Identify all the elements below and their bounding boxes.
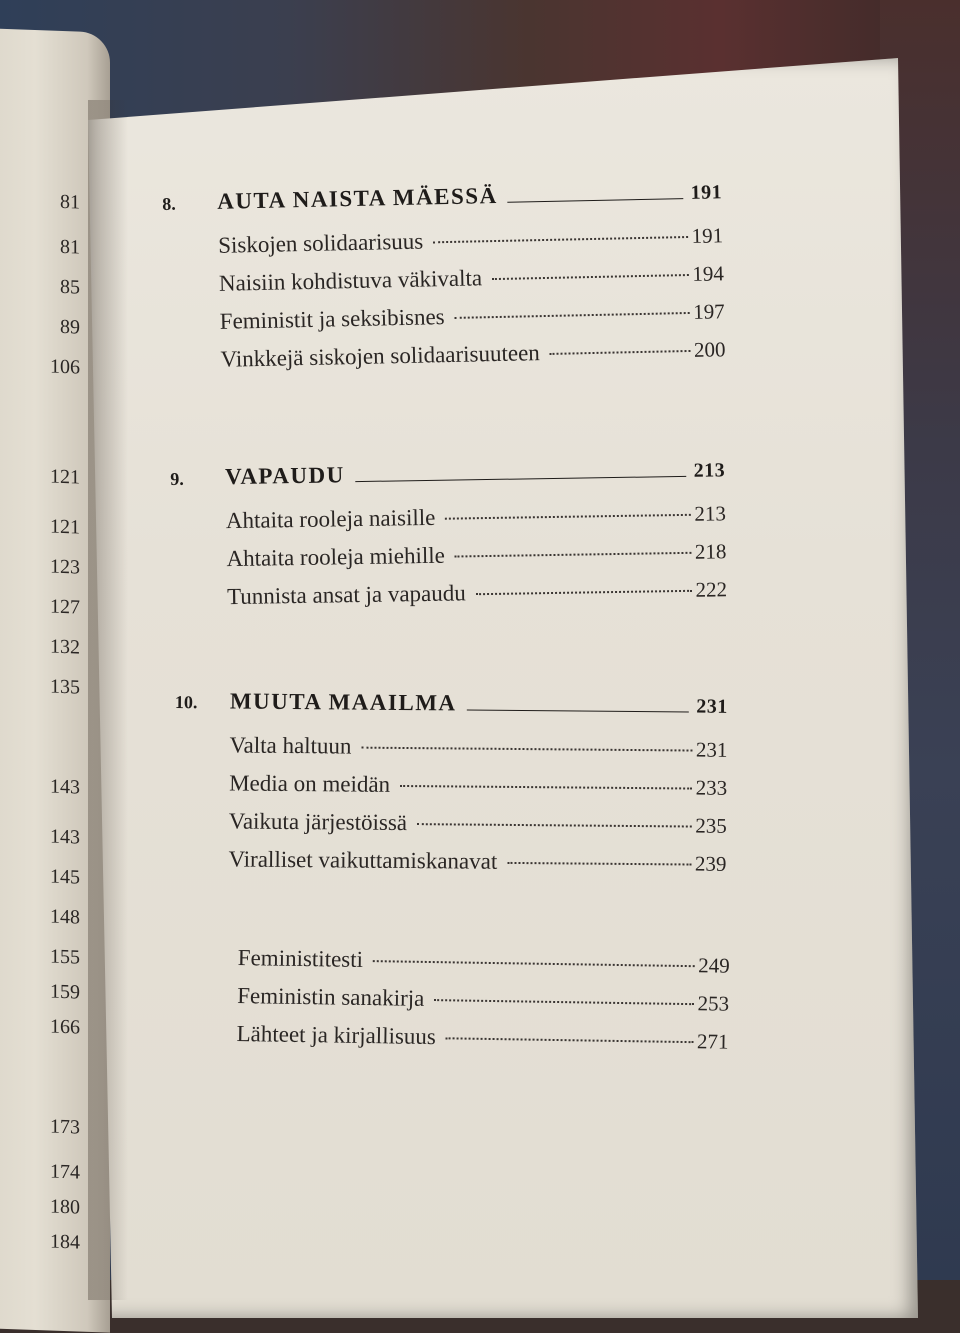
chapter-10 bbox=[173, 688, 728, 889]
chapter-entries bbox=[218, 222, 726, 385]
left-page-number: 145 bbox=[50, 865, 80, 889]
left-page-number: 132 bbox=[50, 635, 80, 659]
chapter-number: 9. bbox=[170, 468, 184, 489]
dot-leader bbox=[455, 551, 691, 558]
left-page-number: 89 bbox=[60, 315, 80, 339]
entry-page-number: 218 bbox=[694, 539, 727, 564]
toc-entry bbox=[228, 846, 726, 888]
toc-entry bbox=[227, 576, 728, 622]
chapter-title: VAPAUDU bbox=[224, 462, 345, 490]
left-page-number: 123 bbox=[50, 555, 80, 579]
left-page-number: 155 bbox=[50, 945, 80, 969]
chapter-8 bbox=[162, 178, 726, 386]
chapter-page-number: 213 bbox=[693, 459, 726, 482]
entry-title: Ahtaita rooleja naisille bbox=[225, 504, 436, 534]
dot-leader bbox=[446, 1036, 693, 1043]
entry-page-number: 200 bbox=[693, 337, 726, 362]
left-page-number: 166 bbox=[50, 1015, 80, 1039]
entry-page-number: 197 bbox=[692, 299, 725, 324]
left-page-number: 184 bbox=[50, 1230, 80, 1254]
dot-leader bbox=[492, 273, 688, 280]
entry-title: Siskojen solidaarisuus bbox=[217, 228, 424, 258]
dot-leader bbox=[455, 311, 690, 319]
entry-title: Feministitesti bbox=[237, 945, 364, 972]
chapter-heading bbox=[162, 178, 723, 224]
chapter-rule bbox=[355, 475, 686, 482]
entry-page-number: 194 bbox=[692, 261, 725, 286]
left-page-number: 143 bbox=[50, 825, 80, 849]
entry-page-number: 233 bbox=[695, 775, 728, 800]
entry-title: Media on meidän bbox=[229, 770, 391, 797]
entry-page-number: 239 bbox=[694, 851, 727, 876]
dot-leader bbox=[434, 998, 693, 1005]
entry-title: Feministit ja seksibisnes bbox=[219, 304, 445, 334]
entry-title: Ahtaita rooleja miehille bbox=[226, 542, 446, 572]
chapter-page-number: 191 bbox=[690, 181, 723, 204]
appendix-entries bbox=[236, 945, 730, 1067]
entry-page-number: 271 bbox=[696, 1029, 729, 1054]
entry-page-number: 191 bbox=[691, 223, 724, 248]
left-page-number: 148 bbox=[50, 905, 80, 929]
entry-page-number: 249 bbox=[698, 953, 730, 978]
dot-leader bbox=[476, 589, 692, 595]
chapter-9 bbox=[170, 456, 727, 623]
dot-leader bbox=[400, 784, 692, 790]
left-page-number: 173 bbox=[50, 1115, 80, 1139]
entry-title: Vaikuta järjestöissä bbox=[228, 808, 408, 836]
chapter-entries bbox=[226, 500, 728, 622]
entry-title: Naisiin kohdistuva väkivalta bbox=[218, 265, 483, 296]
entry-page-number: 213 bbox=[694, 501, 727, 526]
left-page-number: 135 bbox=[50, 675, 80, 699]
chapter-rule bbox=[508, 197, 683, 203]
left-page-number: 159 bbox=[50, 980, 80, 1004]
chapter-heading bbox=[175, 688, 728, 727]
toc-entry bbox=[229, 732, 727, 774]
chapter-number: 10. bbox=[174, 691, 198, 713]
dot-leader bbox=[507, 861, 691, 866]
left-page-number: 121 bbox=[50, 515, 80, 539]
chapter-number: 8. bbox=[162, 193, 176, 214]
entry-page-number: 235 bbox=[695, 813, 727, 838]
dot-leader bbox=[445, 513, 690, 520]
left-page-number: 180 bbox=[50, 1195, 80, 1219]
left-page-number: 81 bbox=[60, 235, 80, 259]
left-page-number: 127 bbox=[50, 595, 80, 619]
entry-title: Lähteet ja kirjallisuus bbox=[236, 1020, 437, 1050]
entry-title: Valta haltuun bbox=[229, 732, 352, 759]
chapter-title: AUTA NAISTA MÄESSÄ bbox=[216, 182, 498, 214]
chapter-entries bbox=[228, 732, 727, 888]
entry-title: Viralliset vaikuttamiskanavat bbox=[228, 846, 498, 874]
left-page-number: 106 bbox=[50, 355, 80, 379]
left-page-number: 174 bbox=[50, 1160, 80, 1184]
chapter-title: MUUTA MAAILMA bbox=[229, 688, 457, 716]
entry-title: Vinkkejä siskojen solidaarisuuteen bbox=[220, 340, 541, 372]
toc-entry bbox=[229, 808, 727, 850]
dot-leader bbox=[361, 746, 692, 752]
chapter-rule bbox=[467, 709, 689, 713]
entry-page-number: 222 bbox=[695, 577, 728, 602]
entry-page-number: 253 bbox=[697, 991, 730, 1016]
toc-entry bbox=[229, 770, 727, 812]
dot-leader bbox=[433, 235, 687, 243]
dot-leader bbox=[417, 822, 691, 827]
toc-entry bbox=[236, 1021, 729, 1067]
entry-title: Feministin sanakirja bbox=[237, 982, 425, 1011]
left-page-number: 121 bbox=[50, 465, 80, 489]
dot-leader bbox=[550, 349, 690, 355]
chapter-page-number: 231 bbox=[696, 695, 728, 718]
entry-title: Tunnista ansat ja vapaudu bbox=[226, 580, 466, 610]
chapter-heading bbox=[170, 456, 725, 499]
left-page-number: 81 bbox=[60, 190, 80, 214]
dot-leader bbox=[373, 959, 694, 967]
entry-page-number: 231 bbox=[695, 737, 728, 762]
left-page-number: 85 bbox=[60, 275, 80, 299]
left-page-number: 143 bbox=[50, 775, 80, 799]
